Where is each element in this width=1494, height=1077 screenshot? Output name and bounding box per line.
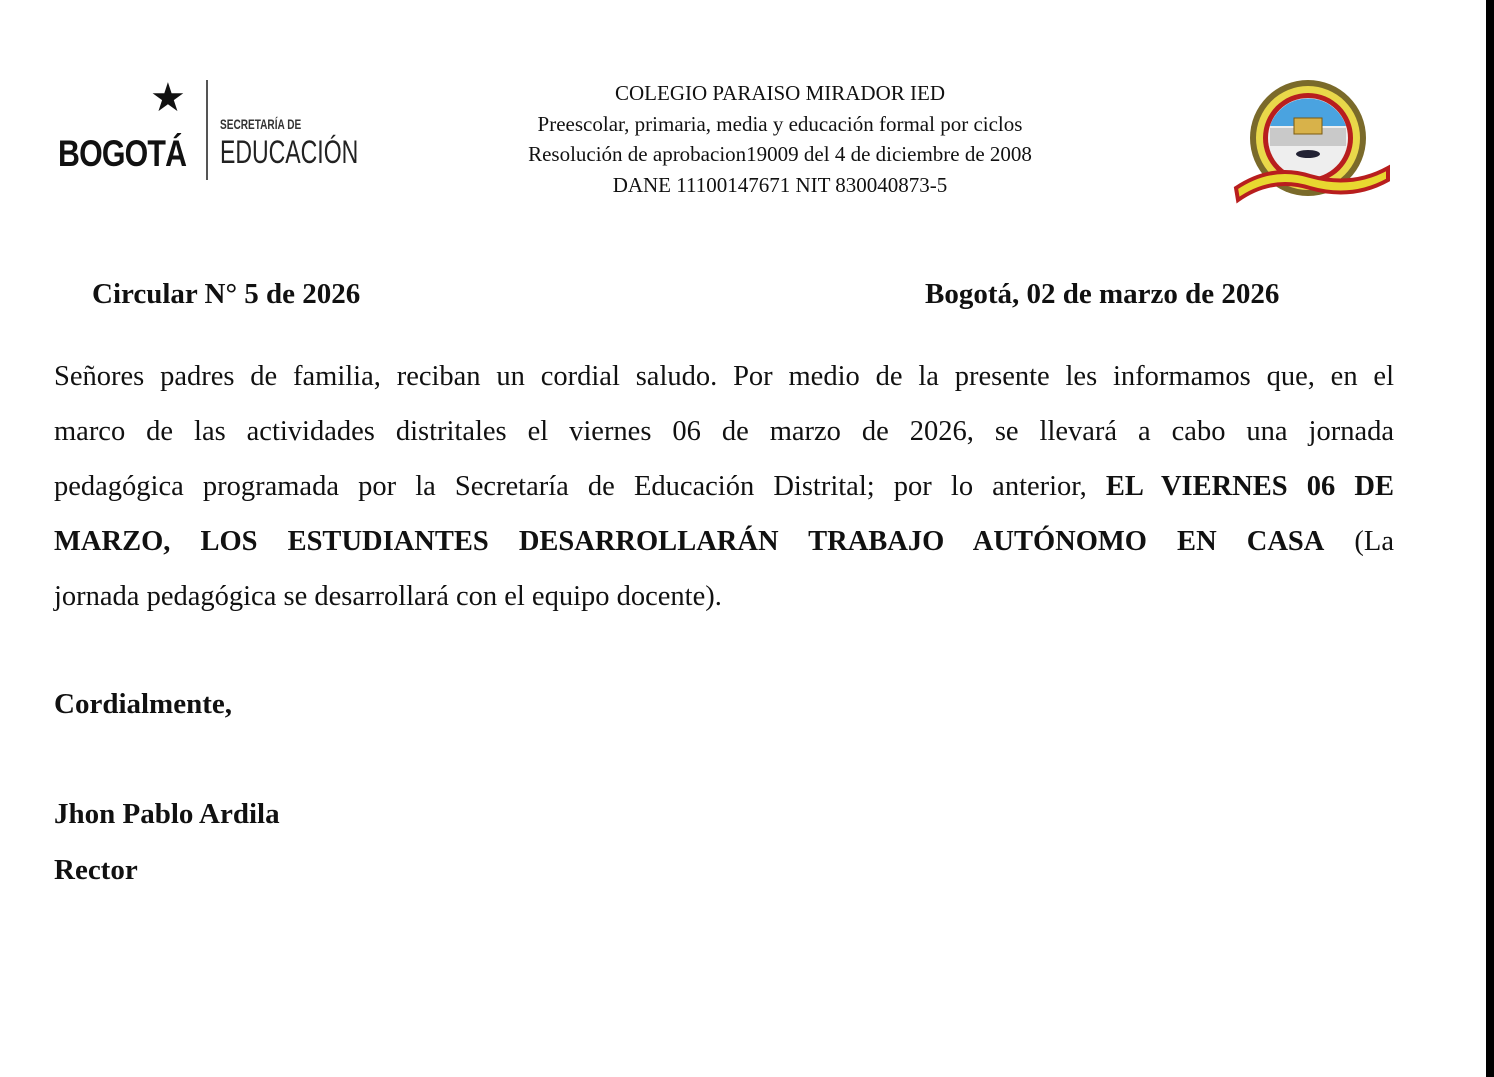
- star-icon: ★: [150, 75, 186, 120]
- body-emphasis: MARZO, LOS ESTUDIANTES DESARROLLARÁN TRABAJO AUTÓNOMO EN CASA: [54, 526, 1325, 557]
- school-levels: Preescolar, primaria, media y educación formal por ciclos: [537, 111, 1023, 136]
- circular-body: [54, 349, 1394, 624]
- logo-divider: [206, 80, 208, 180]
- circular-date: Bogotá, 02 de marzo de 2026: [925, 278, 1280, 310]
- school-resolution: Resolución de aprobacion19009 del 4 de diciembre de 2008: [528, 142, 1032, 166]
- logo-dept-big: EDUCACIÓN: [220, 134, 359, 170]
- salutation: Cordialmente,: [54, 688, 232, 720]
- school-name: COLEGIO PARAISO MIRADOR IED: [615, 81, 945, 105]
- school-header: [480, 78, 1080, 200]
- signer-name: Jhon Pablo Ardila: [54, 798, 280, 830]
- signer-role: Rector: [54, 854, 138, 886]
- logo-city: BOGOTÁ: [58, 133, 187, 174]
- logo-dept-small: SECRETARÍA DE: [220, 116, 302, 132]
- body-line: jornada pedagógica se desarrollará con el equipo docente).: [54, 581, 722, 612]
- body-line: [54, 514, 1394, 569]
- circular-number: Circular N° 5 de 2026: [92, 278, 361, 310]
- school-crest-logo: [1232, 76, 1392, 216]
- body-line: Señores padres de familia, reciban un cordial saludo. Por medio de la presente les informamos que, en el: [54, 361, 1394, 392]
- school-dane-nit: DANE 11100147671 NIT 830040873-5: [612, 172, 948, 197]
- bogota-education-logo: [58, 75, 359, 188]
- body-text: pedagógica programada por la Secretaría de Educación Distrital; por lo anterior,: [54, 471, 1106, 502]
- body-emphasis: EL VIERNES 06 DE: [1105, 471, 1394, 502]
- body-line: [54, 459, 1394, 514]
- body-line: marco de las actividades distritales el viernes 06 de marzo de 2026, se llevará a cabo una jornada: [54, 416, 1394, 447]
- black-border: [1486, 0, 1494, 1077]
- body-text: (La: [1324, 526, 1394, 557]
